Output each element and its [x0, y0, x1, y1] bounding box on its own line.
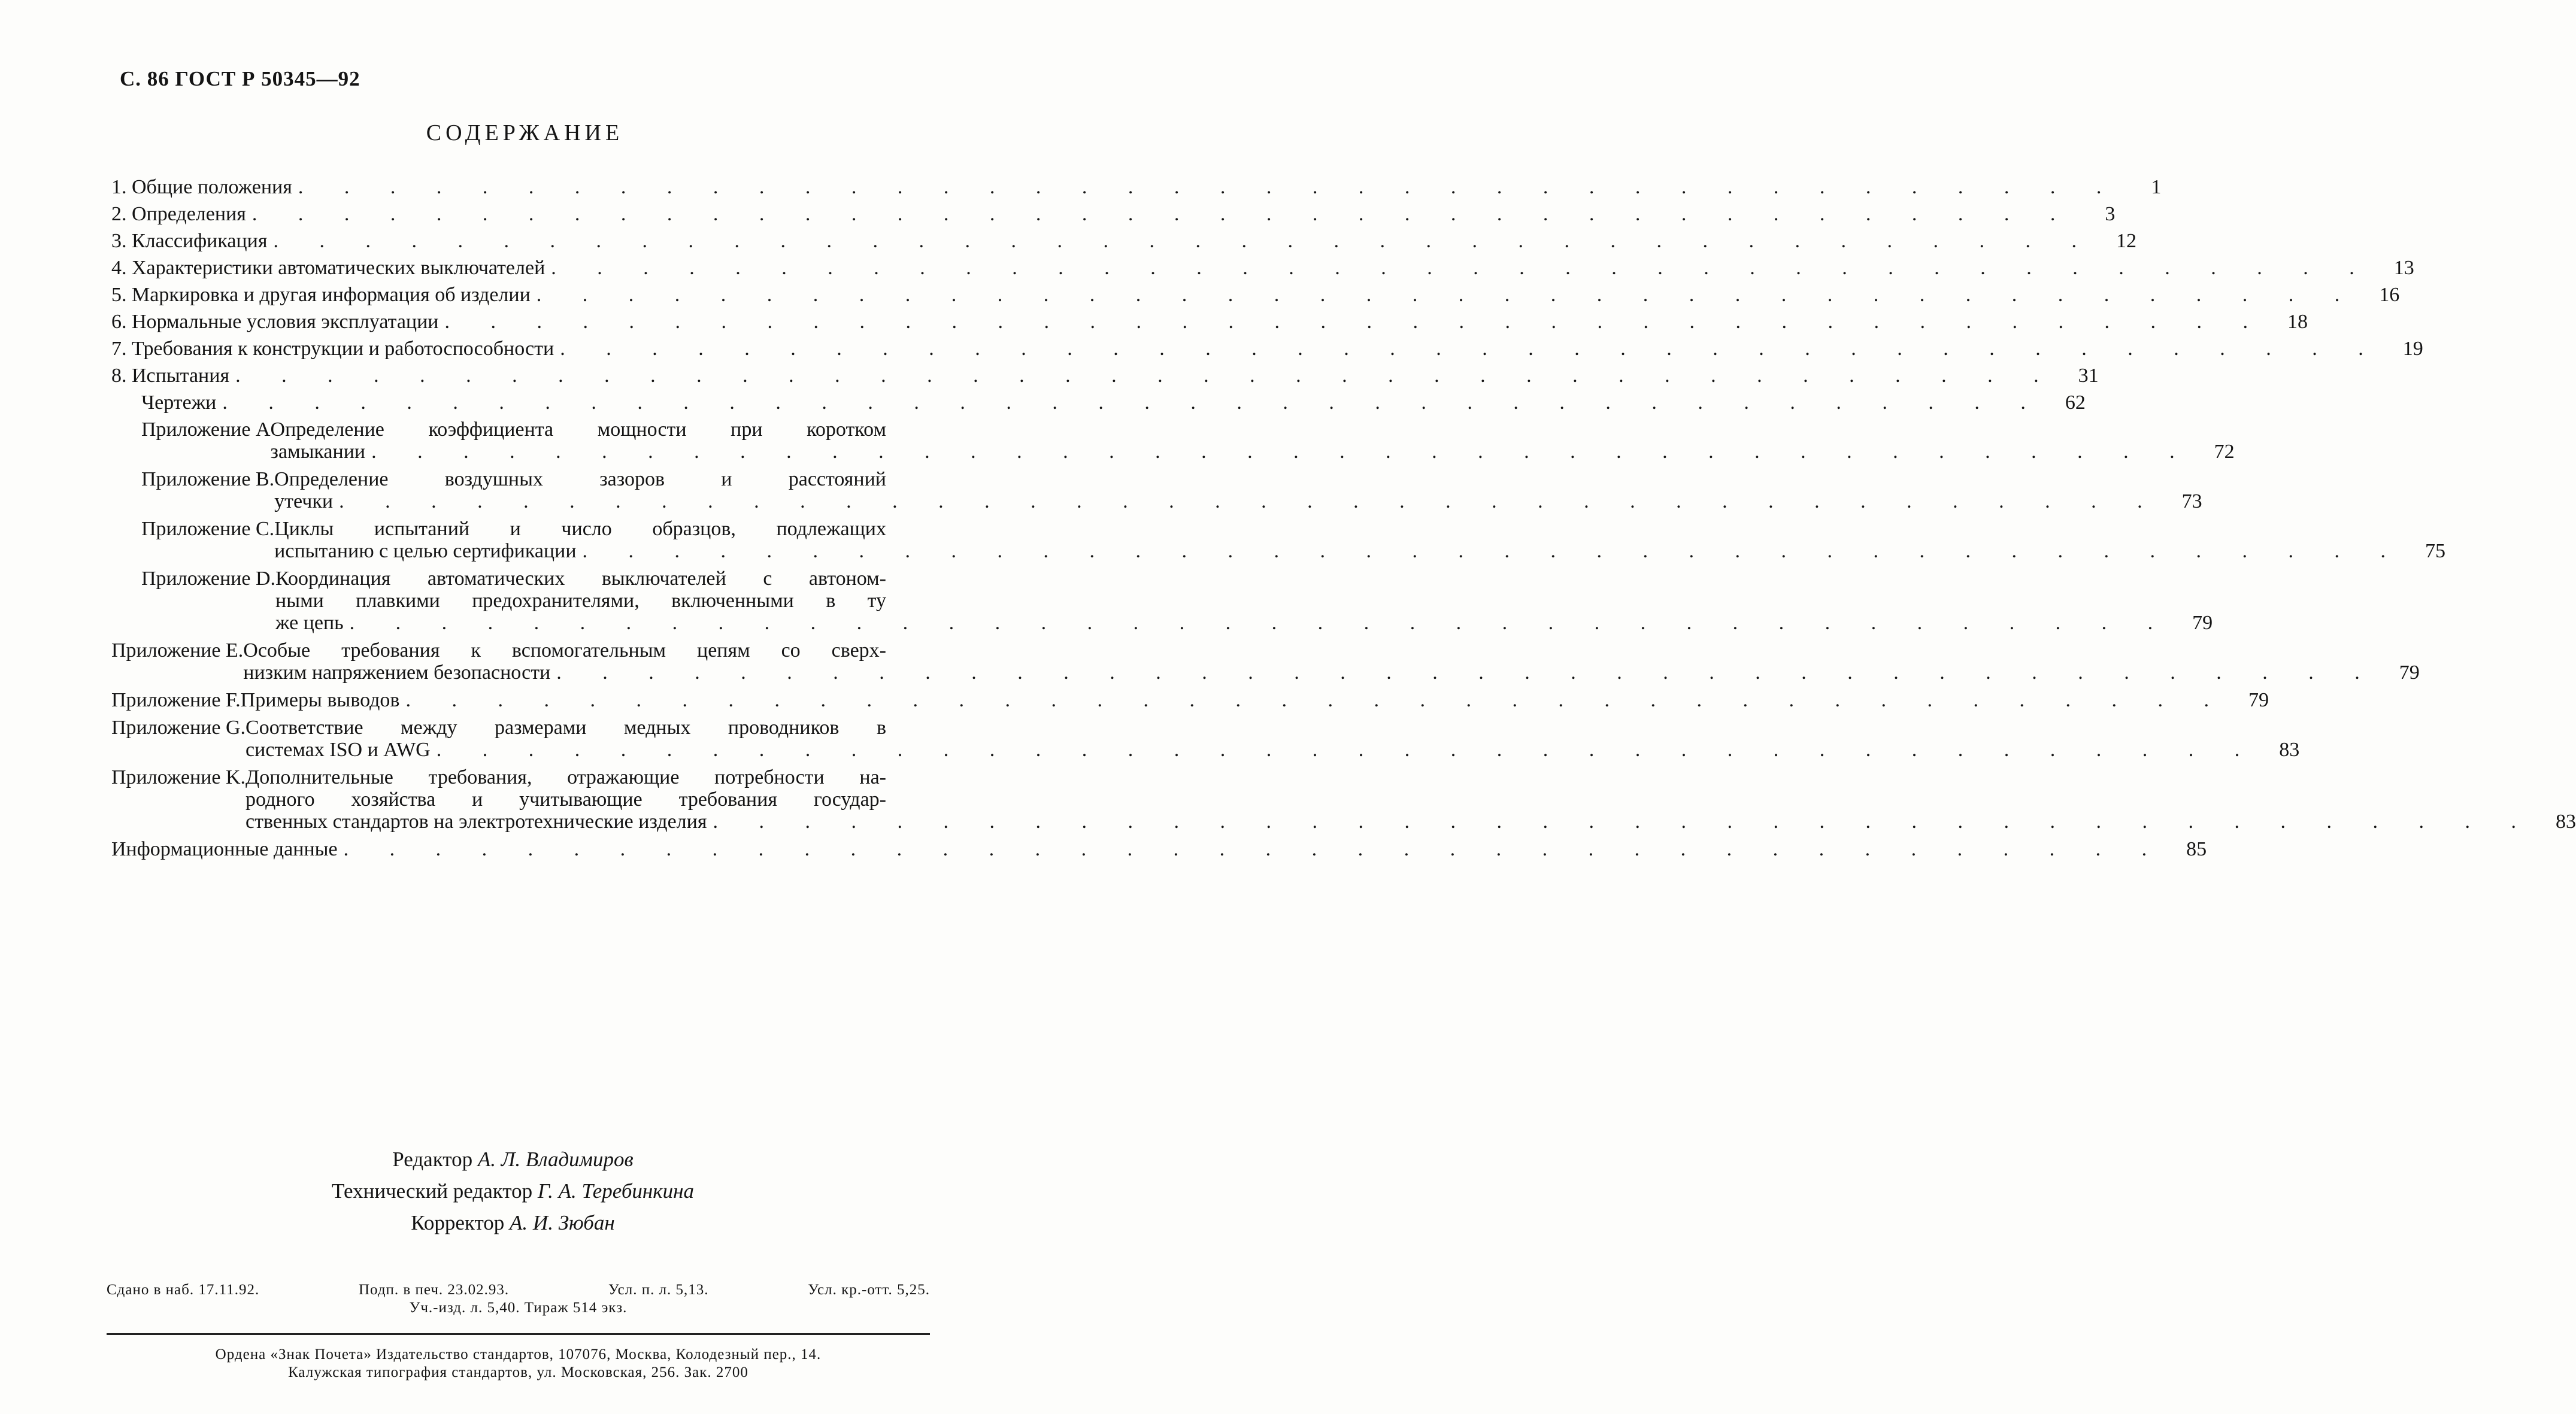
toc-leader: . . . . . . . . . . . . . . . . . . . . . . . . . . . . . . . . . . . . . . . . — [349, 612, 2171, 634]
divider — [107, 1333, 930, 1335]
toc-appendix-entry — [111, 766, 2576, 833]
toc-appendix-title-line: Определение воздушных зазоров и расстояний — [274, 468, 886, 490]
toc-appendix-entry — [141, 568, 2213, 634]
toc-appendix-prefix: Приложение F. — [111, 689, 241, 711]
toc-leader: . . . . . . . . . . . . . . . . . . . . . . . . . . . . . . . . . . . . . . . . — [713, 811, 2534, 833]
toc-appendix-title-line: Определение коэффициента мощности при коротком — [270, 418, 886, 441]
toc-entry — [111, 365, 2099, 392]
toc-appendix-title-line: ными плавкими предохранителями, включенными в ту — [275, 590, 886, 612]
toc-leader: . . . . . . . . . . . . . . . . . . . . . . . . . . . . . . . . . . . . . . . . — [436, 739, 2258, 761]
toc-appendix-title-line: ственных стандартов на электротехнические изделия — [246, 811, 707, 833]
toc-entry — [111, 203, 2116, 230]
toc-entry — [111, 392, 2086, 418]
toc-page-number: 18 — [2287, 311, 2308, 333]
toc-appendix-title-line: Примеры выводов — [240, 689, 400, 711]
toc-appendix-title-line: Информационные данные — [111, 838, 338, 860]
toc-appendix-title-line: Особые требования к вспомогательным цепям со сверх- — [243, 639, 886, 662]
toc-appendix-title-line: Соответствие между размерами медных проводников в — [246, 717, 886, 739]
toc-page-number: 85 — [2186, 838, 2207, 860]
toc-entry-label: 4. Характеристики автоматических выключателей — [111, 257, 545, 279]
toc-leader: . . . . . . . . . . . . . . . . . . . . . . . . . . . . . . . . . . . . . . . . — [582, 540, 2404, 562]
toc-leader: . . . . . . . . . . . . . . . . . . . . . . . . . . . . . . . . . . . . . . . . — [273, 230, 2095, 252]
toc-appendix-entry — [111, 717, 2300, 761]
toc-page-number: 12 — [2116, 230, 2136, 252]
credits — [0, 1143, 1026, 1239]
page-header: С. 86 ГОСТ Р 50345—92 — [120, 67, 360, 90]
toc-appendices-inner — [111, 418, 2446, 634]
toc-entry — [111, 311, 2308, 338]
toc-appendix-prefix: Приложение A — [141, 418, 271, 441]
toc-appendix-title-line: Циклы испытаний и число образцов, подлежащих — [274, 518, 886, 540]
toc-entry — [111, 338, 2423, 365]
imprint-color-prints: Усл. кр.-отт. 5,25. — [808, 1282, 930, 1298]
toc-leader: . . . . . . . . . . . . . . . . . . . . . . . . . . . . . . . . . . . . . . . . — [556, 662, 2378, 684]
toc-leader: . . . . . . . . . . . . . . . . . . . . . . . . . . . . . . . . . . . . . . . . — [222, 392, 2044, 414]
toc-entry — [111, 230, 2136, 257]
toc-page-number: 79 — [2248, 689, 2269, 711]
toc-title: СОДЕРЖАНИЕ — [426, 120, 624, 145]
credit-editor: Редактор А. Л. Владимиров — [392, 1148, 634, 1171]
toc-leader: . . . . . . . . . . . . . . . . . . . . . . . . . . . . . . . . . . . . . . . . — [298, 176, 2120, 198]
toc-appendix-title-line: низким напряжением безопасности — [243, 662, 551, 684]
toc-leader: . . . . . . . . . . . . . . . . . . . . . . . . . . . . . . . . . . . . . . . . — [371, 441, 2193, 463]
toc-entry-label: 6. Нормальные условия эксплуатации — [111, 311, 439, 333]
toc-leader: . . . . . . . . . . . . . . . . . . . . . . . . . . . . . . . . . . . . . . . . — [343, 838, 2165, 860]
toc-appendix-title-line: утечки — [274, 490, 334, 512]
toc-leader: . . . . . . . . . . . . . . . . . . . . . . . . . . . . . . . . . . . . . . . . — [405, 689, 2227, 711]
toc-appendices-outer — [111, 639, 2576, 860]
toc-appendix-title-line: же цепь — [275, 612, 344, 634]
toc-entry — [111, 257, 2414, 284]
toc-entry — [111, 284, 2400, 311]
credit-corrector: Корректор А. И. Зюбан — [411, 1211, 615, 1234]
toc-entry-label: 5. Маркировка и другая информация об изделии — [111, 284, 531, 306]
publisher-line-2: Калужская типография стандартов, ул. Московская, 256. Зак. 2700 — [288, 1364, 748, 1380]
toc-leader: . . . . . . . . . . . . . . . . . . . . . . . . . . . . . . . . . . . . . . . . — [551, 257, 2372, 279]
imprint-signed: Подп. в печ. 23.02.93. — [358, 1282, 510, 1298]
toc-appendix-title-line: замыкании — [270, 441, 366, 463]
toc-entry-label: 2. Определения — [111, 203, 246, 225]
toc-appendix-prefix: Приложение E. — [111, 639, 244, 662]
toc-appendix-entry — [141, 518, 2446, 562]
toc-appendix-entry — [141, 418, 2235, 463]
toc-page-number: 79 — [2192, 612, 2213, 634]
toc-appendix-title-line: Дополнительные требования, отражающие потребности на- — [246, 766, 886, 788]
toc-page-number: 3 — [2105, 203, 2116, 225]
toc-leader: . . . . . . . . . . . . . . . . . . . . . . . . . . . . . . . . . . . . . . . . — [251, 203, 2074, 225]
toc-appendix-prefix: Приложение G. — [111, 717, 246, 739]
toc-page-number: 13 — [2393, 257, 2414, 279]
toc-page-number: 72 — [2214, 441, 2235, 463]
toc-appendix-entry — [111, 838, 2207, 860]
credit-tech-editor: Технический редактор Г. А. Теребинкина — [331, 1179, 695, 1203]
toc-page-number: 83 — [2279, 739, 2300, 761]
toc-page-number: 19 — [2402, 338, 2423, 360]
toc-page-number: 79 — [2399, 662, 2420, 684]
toc-appendix-prefix: Приложение K. — [111, 766, 246, 788]
toc-leader: . . . . . . . . . . . . . . . . . . . . . . . . . . . . . . . . . . . . . . . . — [339, 490, 2160, 512]
toc-page-number: 62 — [2065, 392, 2086, 414]
publisher — [107, 1346, 930, 1382]
imprint-submitted: Сдано в наб. 17.11.92. — [107, 1282, 260, 1298]
toc-leader: . . . . . . . . . . . . . . . . . . . . . . . . . . . . . . . . . . . . . . . . — [235, 365, 2057, 387]
publisher-line-1: Ордена «Знак Почета» Издательство стандартов, 107076, Москва, Колодезный пер., 14. — [215, 1346, 822, 1363]
toc-sections — [111, 176, 2423, 418]
imprint-print-sheets: Усл. п. л. 5,13. — [608, 1282, 709, 1298]
toc-appendix-title-line: испытанию с целью сертификации — [274, 540, 577, 562]
toc-page-number: 31 — [2078, 365, 2099, 387]
imprint-circulation: Уч.-изд. л. 5,40. Тираж 514 экз. — [409, 1300, 628, 1316]
toc-leader: . . . . . . . . . . . . . . . . . . . . . . . . . . . . . . . . . . . . . . . . — [536, 284, 2358, 306]
toc-page-number: 75 — [2425, 540, 2446, 562]
table-of-contents — [111, 176, 2576, 866]
toc-entry-label: 7. Требования к конструкции и работоспособности — [111, 338, 554, 360]
toc-page-number: 73 — [2181, 490, 2202, 512]
toc-appendix-prefix: Приложение B. — [141, 468, 275, 490]
toc-entry-label: Чертежи — [141, 392, 217, 414]
toc-entry — [111, 176, 2162, 203]
toc-leader: . . . . . . . . . . . . . . . . . . . . . . . . . . . . . . . . . . . . . . . . — [444, 311, 2266, 333]
toc-appendix-prefix: Приложение C. — [141, 518, 275, 540]
imprint — [107, 1281, 930, 1317]
toc-appendix-title-line: родного хозяйства и учитывающие требования государ- — [246, 788, 886, 811]
toc-appendix-title-line: Координация автоматических выключателей с автоном- — [275, 568, 886, 590]
toc-page-number: 16 — [2379, 284, 2400, 306]
toc-appendix-title-line: системах ISO и AWG — [246, 739, 431, 761]
toc-appendix-entry — [111, 689, 2269, 711]
toc-entry-label: 1. Общие положения — [111, 176, 292, 198]
toc-page-number: 83 — [2555, 811, 2576, 833]
toc-leader: . . . . . . . . . . . . . . . . . . . . . . . . . . . . . . . . . . . . . . . . — [560, 338, 2381, 360]
toc-appendix-entry — [111, 639, 2420, 684]
toc-page-number: 1 — [2151, 176, 2162, 198]
toc-entry-label: 8. Испытания — [111, 365, 230, 387]
toc-entry-label: 3. Классификация — [111, 230, 268, 252]
toc-appendix-prefix: Приложение D. — [141, 568, 276, 590]
toc-appendix-entry — [141, 468, 2202, 512]
